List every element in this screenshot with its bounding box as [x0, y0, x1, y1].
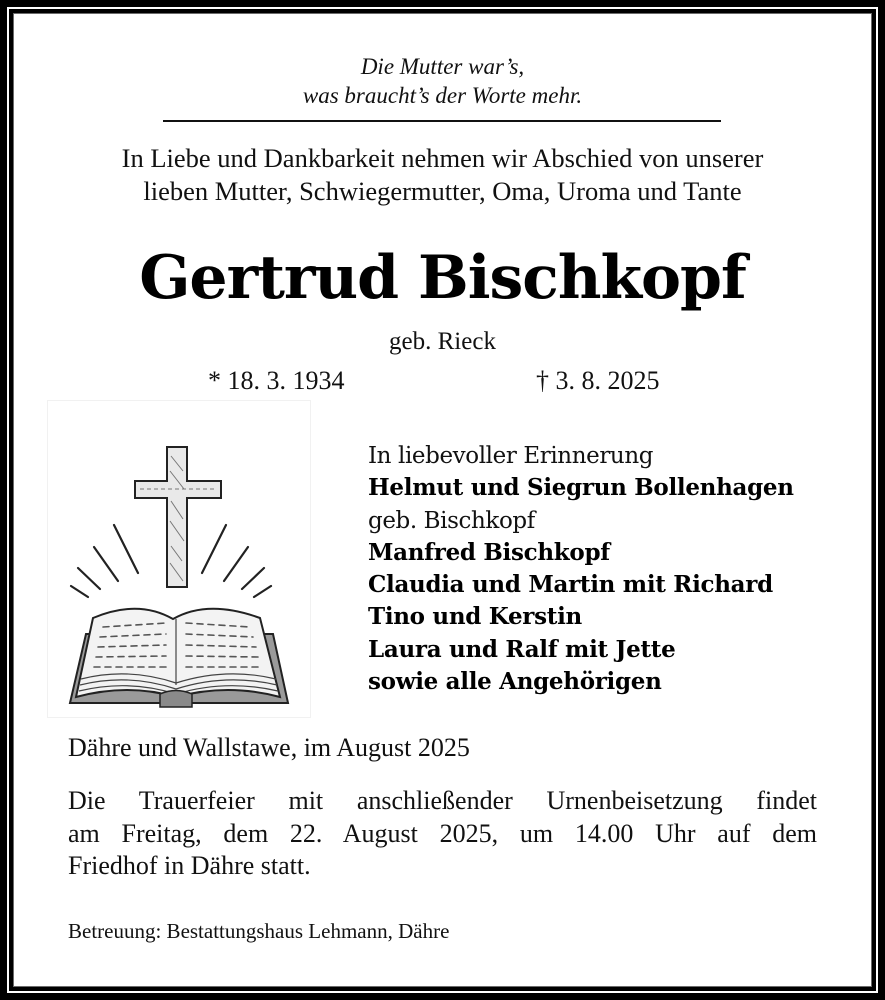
ceremony-line-2: am Freitag, dem 22. August 2025, um 14.00 Uhr auf dem	[68, 818, 817, 848]
motto-line-1: Die Mutter war’s,	[360, 54, 525, 79]
divider	[163, 120, 721, 122]
mourner-line: geb. Bischkopf	[368, 507, 535, 534]
mourner-line: Claudia und Martin mit Richard	[368, 571, 773, 599]
funeral-home-credit: Betreuung: Bestattungshaus Lehmann, Dähre	[68, 919, 450, 943]
intro-line-1: In Liebe und Dankbarkeit nehmen wir Abschied von unserer	[121, 143, 764, 173]
intro-text	[0, 142, 885, 208]
mourner-line: Laura und Ralf mit Jette	[368, 635, 676, 663]
mourner-line: Tino und Kerstin	[368, 603, 582, 631]
birth-date: * 18. 3. 1934	[208, 366, 345, 395]
mourners-heading: In liebevoller Erinnerung	[368, 443, 654, 469]
ceremony-info	[68, 785, 817, 883]
maiden-name: geb. Rieck	[389, 328, 496, 355]
mourner-line: sowie alle Angehörigen	[368, 668, 662, 696]
deceased-name: Gertrud Bischkopf	[139, 243, 746, 313]
mourner-line: Manfred Bischkopf	[368, 538, 610, 566]
place-and-date: Dähre und Wallstawe, im August 2025	[68, 733, 470, 762]
intro-line-2: lieben Mutter, Schwiegermutter, Oma, Uroma und Tante	[143, 176, 742, 206]
cross-and-bible-icon	[48, 401, 312, 719]
mourner-line: Helmut und Siegrun Bollenhagen	[368, 474, 794, 502]
motto-line-2: was braucht’s der Worte mehr.	[302, 83, 583, 108]
motto	[0, 52, 885, 110]
mourners-list	[368, 440, 794, 698]
ceremony-line-1: Die Trauerfeier mit anschließender Urnenbeisetzung findet	[68, 786, 817, 815]
ceremony-line-3: Friedhof in Dähre statt.	[68, 851, 311, 880]
memorial-image	[47, 400, 311, 718]
death-date: † 3. 8. 2025	[536, 366, 660, 395]
